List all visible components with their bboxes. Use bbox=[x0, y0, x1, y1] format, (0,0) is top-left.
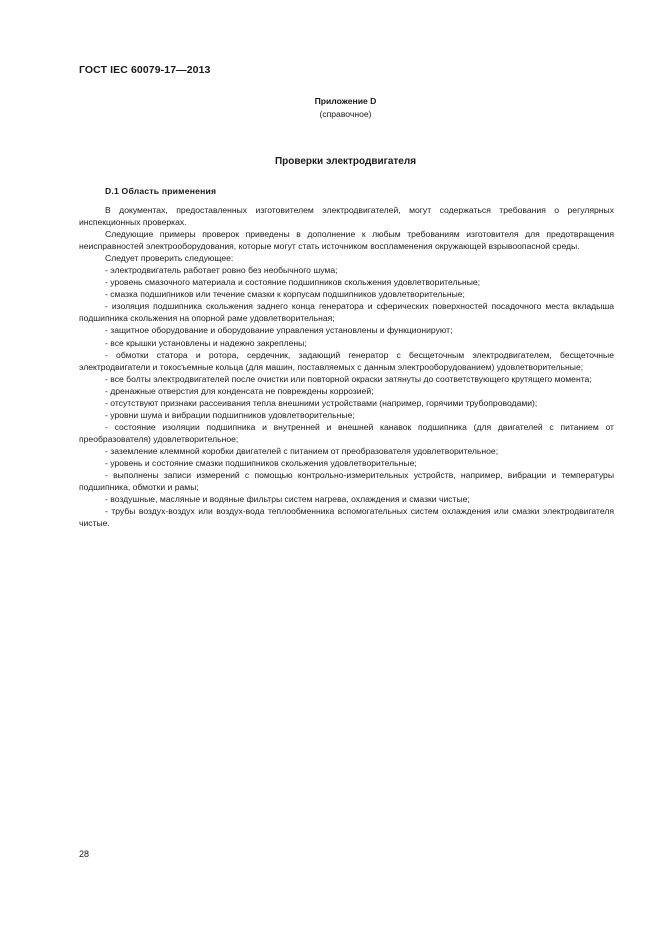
list-item: - дренажные отверстия для конденсата не повреждены коррозией; bbox=[105, 385, 374, 396]
list-item: - все крышки установлены и надежно закреплены; bbox=[105, 337, 307, 348]
list-item: - заземление клеммной коробки двигателей с питанием от преобразователя удовлетворительное; bbox=[105, 445, 499, 456]
paragraph: В документах, предоставленных изготовителем электродвигателей, могут содержаться требования о регулярных инспекционных проверках. bbox=[79, 205, 614, 228]
list-item: - электродвигатель работает ровно без необычного шума; bbox=[105, 265, 338, 276]
appendix-label bbox=[0, 95, 661, 121]
body-text bbox=[79, 204, 614, 529]
list-item: - трубы воздух-воздух или воздух-вода теплообменника вспомогательных систем охлаждения или смазки электродвигателя чистые. bbox=[79, 506, 614, 529]
appendix-title: Приложение D bbox=[314, 96, 377, 106]
appendix-subtitle: (справочное) bbox=[319, 109, 372, 119]
page-number: 28 bbox=[79, 849, 90, 859]
list-item: - воздушные, масляные и водяные фильтры систем нагрева, охлаждения и смазки чистые; bbox=[105, 494, 470, 505]
list-item: - уровни шума и вибрации подшипников удовлетворительные; bbox=[105, 409, 355, 420]
list-item: - изоляция подшипника скольжения заднего конца генератора и сферических поверхностей посадочного места вкладыша подшипника скольжения на опорной раме удовлетворительная; bbox=[79, 301, 614, 324]
list-item: - состояние изоляции подшипника и внутренней и внешней канавок подшипника (для двигателей с питанием от преобразователя) удовлетворительное; bbox=[79, 421, 614, 444]
document-standard-header: ГОСТ IEC 60079-17—2013 bbox=[79, 64, 211, 76]
list-item: - уровень смазочного материала и состояние подшипников скольжения удовлетворительные; bbox=[105, 277, 481, 288]
list-item: - выполнены записи измерений с помощью контрольно-измерительных устройств, например, вибрации и температуры подшипника, обмотки и рамы; bbox=[79, 470, 614, 493]
list-item: - защитное оборудование и оборудование управления установлены и функционируют; bbox=[105, 325, 453, 336]
list-item: - отсутствуют признаки рассеивания тепла внешними устройствами (например, горячими трубопроводами); bbox=[105, 397, 538, 408]
section-title: D.1 Область применения bbox=[105, 186, 217, 196]
list-item: - смазка подшипников или течение смазки к корпусам подшипников удовлетворительные; bbox=[105, 289, 465, 300]
list-item: - все болты электродвигателей после очистки или повторной окраски затянуты до соответствующего крутящего момента; bbox=[105, 373, 592, 384]
paragraph: Следующие примеры проверок приведены в дополнение к любым требованиям изготовителя для предотвращения неисправностей электрооборудования, которые могут стать источником воспламенения окружающей взрывоопасной среды. bbox=[79, 229, 614, 252]
list-item: - уровень и состояние смазки подшипников скольжения удовлетворительные; bbox=[105, 457, 417, 468]
page-title: Проверки электродвигателя bbox=[274, 156, 417, 167]
list-item: - обмотки статора и ротора, сердечник, задающий генератор с бесщеточным электродвигателем, бесщеточные электродвигатели и токосъемные кольца (для машин, поставляемых с данным электрооборудованием) удовлетворительные; bbox=[79, 349, 614, 372]
paragraph: Следует проверить следующее: bbox=[105, 253, 234, 264]
